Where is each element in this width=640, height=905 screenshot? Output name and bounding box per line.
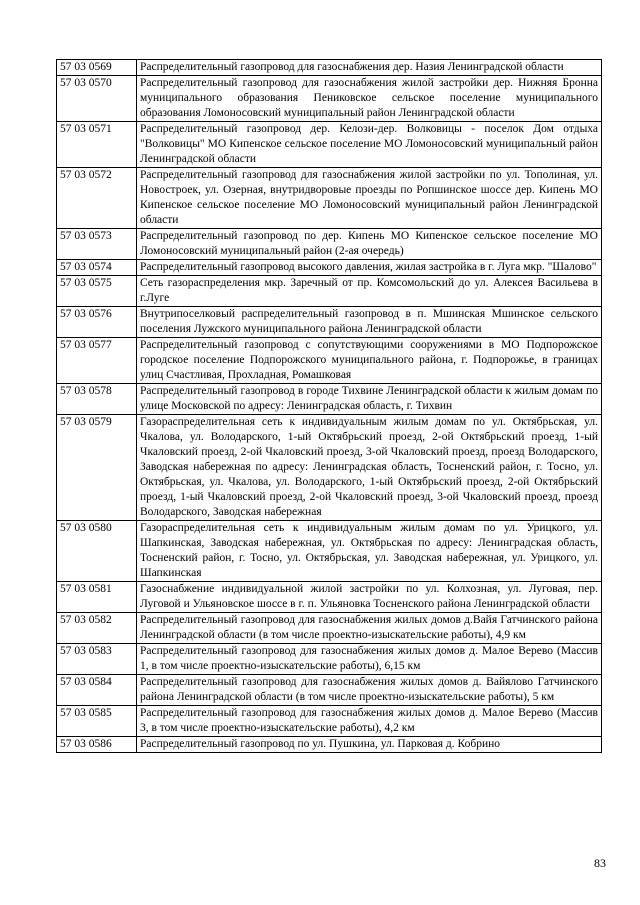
table-row <box>57 737 602 753</box>
table-row <box>57 706 602 737</box>
object-description-cell: Газораспределительная сеть к индивидуальным жилым домам по ул. Урицкого, ул. Шапкинская, Заводская набережная, ул. Октябрьская по адресу: Ленинградская область, Тосненский район, г. Тосно, ул. Октябрьская, ул. Заводская набережная, ул. Урицкого, ул. Шапкинская <box>137 521 602 582</box>
object-code-cell: 57 03 0578 <box>57 384 137 415</box>
object-description-cell: Газоснабжение индивидуальной жилой застройки по ул. Колхозная, ул. Луговая, пер. Луговой и Ульяновское шоссе в г. п. Ульяновка Тосненского района Ленинградской области <box>137 582 602 613</box>
object-description-cell: Распределительный газопровод для газоснабжения жилых домов д. Малое Верево (Массив 1, в том числе проектно-изыскательские работы), 6,15 км <box>137 644 602 675</box>
object-description-cell: Распределительный газопровод для газоснабжения жилых домов д.Вайя Гатчинского района Ленинградской области (в том числе проектно-изыскательские работы), 4,9 км <box>137 613 602 644</box>
table-row <box>57 384 602 415</box>
object-code-cell: 57 03 0569 <box>57 60 137 76</box>
table-row <box>57 76 602 122</box>
object-code-cell: 57 03 0583 <box>57 644 137 675</box>
object-description-cell: Распределительный газопровод для газоснабжения жилой застройки по ул. Тополиная, ул. Новостроек, ул. Озерная, внутридворовые проезды по Ропшинское шоссе дер. Кипень МО Кипенское сельское поселение МО Ломоносовский муниципальный район Ленинградской области <box>137 168 602 229</box>
table-row <box>57 675 602 706</box>
object-code-cell: 57 03 0572 <box>57 168 137 229</box>
object-description-cell: Распределительный газопровод высокого давления, жилая застройка в г. Луга мкр. "Шалово" <box>137 260 602 276</box>
table-row <box>57 122 602 168</box>
table-row <box>57 644 602 675</box>
object-code-cell: 57 03 0570 <box>57 76 137 122</box>
object-code-cell: 57 03 0571 <box>57 122 137 168</box>
table-row <box>57 521 602 582</box>
table-row <box>57 338 602 384</box>
table-row <box>57 276 602 307</box>
table-row <box>57 229 602 260</box>
object-code-cell: 57 03 0576 <box>57 307 137 338</box>
object-description-cell: Распределительный газопровод для газоснабжения жилой застройки дер. Нижняя Бронна муниципального образования Пениковское сельское поселение муниципального образования Ломоносовский муниципальный район Ленинградской области <box>137 76 602 122</box>
object-code-cell: 57 03 0574 <box>57 260 137 276</box>
object-code-cell: 57 03 0579 <box>57 415 137 521</box>
table-row <box>57 613 602 644</box>
page-number: 83 <box>594 856 606 870</box>
table-row <box>57 582 602 613</box>
object-code-cell: 57 03 0586 <box>57 737 137 753</box>
object-code-cell: 57 03 0573 <box>57 229 137 260</box>
object-code-cell: 57 03 0575 <box>57 276 137 307</box>
table-row <box>57 307 602 338</box>
object-description-cell: Распределительный газопровод по дер. Кипень МО Кипенское сельское поселение МО Ломоносовский муниципальный район (2-ая очередь) <box>137 229 602 260</box>
table-row <box>57 60 602 76</box>
object-code-cell: 57 03 0584 <box>57 675 137 706</box>
object-description-cell: Распределительный газопровод для газоснабжения дер. Назия Ленинградской области <box>137 60 602 76</box>
object-description-cell: Распределительный газопровод для газоснабжения жилых домов д. Вайялово Гатчинского района Ленинградской области (в том числе проектно-изыскательские работы), 5 км <box>137 675 602 706</box>
registry-table-body <box>57 60 602 753</box>
object-description-cell: Распределительный газопровод по ул. Пушкина, ул. Парковая д. Кобрино <box>137 737 602 753</box>
object-code-cell: 57 03 0580 <box>57 521 137 582</box>
object-description-cell: Распределительный газопровод дер. Келози-дер. Волковицы - поселок Дом отдыха "Волковицы" МО Кипенское сельское поселение МО Ломоносовский муниципальный район Ленинградской области <box>137 122 602 168</box>
object-description-cell: Распределительный газопровод с сопутствующими сооружениями в МО Подпорожское городское поселение Подпорожского муниципального района, г. Подпорожье, в границах улиц Счастливая, Прохладная, Ромашковая <box>137 338 602 384</box>
object-description-cell: Сеть газораспределения мкр. Заречный от пр. Комсомольский до ул. Алексея Васильева в г.Луге <box>137 276 602 307</box>
registry-table <box>56 59 602 753</box>
object-description-cell: Газораспределительная сеть к индивидуальным жилым домам по ул. Октябрьская, ул. Чкалова, ул. Володарского, 1-ый Октябрьский проезд, 2-ой Октябрьский проезд, 1-ый Чкаловский проезд, 2-ой Чкаловский проезд, 3-ой Чкаловский проезд, проезд Володарского, Заводская набережная по адресу: Ленинградская область, Тосненский район, г. Тосно, ул. Октябрьская, ул. Чкалова, ул. Володарского, 1-ый Октябрьский проезд, 2-ой Октябрьский проезд, 1-ый Чкаловский проезд, 2-ой Чкаловский проезд, 3-ой Чкаловский проезд, проезд Володарского, Заводская набережная <box>137 415 602 521</box>
object-description-cell: Распределительный газопровод для газоснабжения жилых домов д. Малое Верево (Массив 3, в том числе проектно-изыскательские работы), 4,2 км <box>137 706 602 737</box>
object-code-cell: 57 03 0585 <box>57 706 137 737</box>
object-description-cell: Распределительный газопровод в городе Тихвине Ленинградской области к жилым домам по улице Московской по адресу: Ленинградская область, г. Тихвин <box>137 384 602 415</box>
table-row <box>57 415 602 521</box>
object-code-cell: 57 03 0577 <box>57 338 137 384</box>
object-code-cell: 57 03 0581 <box>57 582 137 613</box>
table-row <box>57 260 602 276</box>
object-description-cell: Внутрипоселковый распределительный газопровод в п. Мшинская Мшинское сельского поселения Лужского муниципального района Ленинградской области <box>137 307 602 338</box>
table-row <box>57 168 602 229</box>
object-code-cell: 57 03 0582 <box>57 613 137 644</box>
